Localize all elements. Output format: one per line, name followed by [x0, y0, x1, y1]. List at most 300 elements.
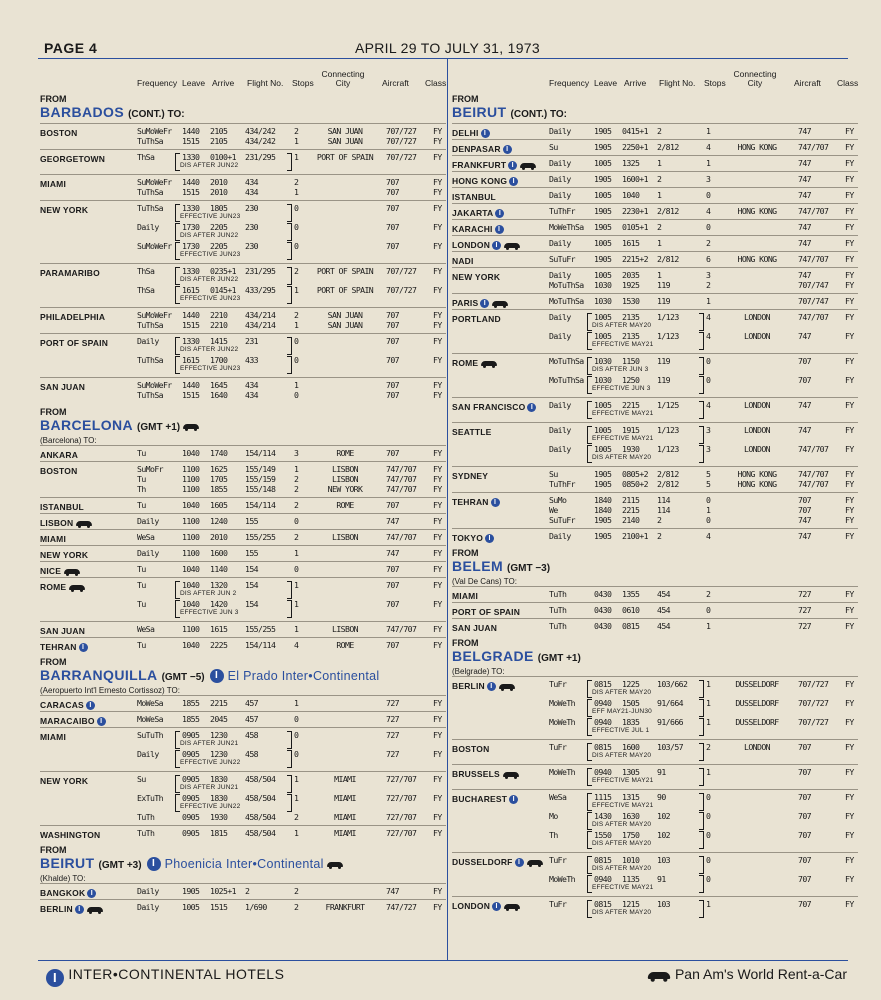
flight-row: [452, 742, 858, 752]
stops: 3: [706, 270, 711, 280]
arrive-time: 2205: [210, 222, 228, 232]
destination-block: [452, 466, 858, 492]
destination-label: MIAMI: [40, 534, 67, 544]
origin-airport: (Belgrade) TO:: [452, 667, 505, 676]
leave-time: 1100: [182, 484, 200, 494]
frequency: SuMoWeFr: [137, 310, 172, 320]
aircraft: 727: [386, 730, 399, 740]
destination-label: PHILADELPHIA: [40, 312, 106, 322]
flight-number: 103: [657, 899, 670, 909]
connecting-city: NEW YORK: [327, 484, 363, 494]
class: FY: [433, 828, 442, 838]
flight-row: [452, 767, 858, 777]
stops: 0: [294, 355, 299, 365]
aircraft: 707/727: [798, 717, 829, 727]
flight-number: 155/148: [245, 484, 276, 494]
origin-suffix: (GMT −3): [507, 563, 551, 574]
frequency: MoWeTh: [549, 874, 575, 884]
schedule-note: [452, 821, 858, 830]
intercontinental-icon: I: [481, 129, 490, 138]
class: FY: [433, 126, 442, 136]
class: FY: [433, 464, 442, 474]
note-text: DIS AFTER MAY20: [592, 689, 652, 696]
leave-time: 1100: [182, 548, 200, 558]
frequency: SuTuFr: [549, 515, 575, 525]
stops: 2: [294, 902, 299, 912]
intercontinental-icon: I: [487, 682, 496, 691]
connecting-city: LONDON: [744, 331, 770, 341]
stops: 3: [294, 448, 299, 458]
leave-time: 1030: [594, 375, 612, 385]
flight-row: [452, 296, 858, 306]
leave-time: 1330: [182, 152, 200, 162]
arrive-time: 0815: [622, 621, 640, 631]
schedule-note: [40, 609, 446, 618]
flight-number: 434: [245, 177, 258, 187]
class: FY: [845, 531, 854, 541]
class: FY: [433, 336, 442, 346]
leave-time: 1005: [594, 190, 612, 200]
connecting-city: SAN JUAN: [327, 126, 363, 136]
schedule-note: [452, 322, 858, 331]
flight-row: [40, 448, 446, 458]
stops: 0: [294, 730, 299, 740]
frequency: Daily: [549, 400, 571, 410]
intercontinental-icon: I: [75, 905, 84, 914]
leave-time: 1905: [594, 469, 612, 479]
arrive-time: 1225: [622, 679, 640, 689]
note-text: EFFECTIVE JUL 1: [592, 727, 650, 734]
stops: 0: [294, 749, 299, 759]
aircraft: 707: [386, 580, 399, 590]
car-icon: [648, 970, 670, 980]
flight-row: [40, 136, 446, 146]
aircraft: 727: [798, 589, 811, 599]
origin-suffix: (GMT −5): [161, 672, 205, 683]
class: FY: [433, 136, 442, 146]
aircraft: 707: [386, 187, 399, 197]
destination-block: [40, 263, 446, 307]
stops: 1: [294, 320, 299, 330]
flight-number: 434/242: [245, 126, 276, 136]
leave-time: 1905: [594, 515, 612, 525]
arrive-time: 1040: [622, 190, 640, 200]
class: FY: [433, 355, 442, 365]
leave-time: 1440: [182, 177, 200, 187]
arrive-time: 1355: [622, 589, 640, 599]
hotel-name: Phoenicia Inter•Continental: [164, 857, 324, 871]
leave-time: 0815: [594, 742, 612, 752]
aircraft: 707: [798, 899, 811, 909]
stops: 1: [294, 464, 299, 474]
arrive-time: 1740: [210, 448, 228, 458]
class: FY: [433, 310, 442, 320]
leave-time: 1905: [594, 531, 612, 541]
stops: 2: [706, 238, 711, 248]
arrive-time: 1140: [210, 564, 228, 574]
arrive-time: 1615: [210, 624, 228, 634]
origin-suffix: (GMT +1): [537, 653, 581, 664]
aircraft: 747: [798, 126, 811, 136]
leave-time: 0905: [182, 730, 200, 740]
arrive-time: 1600: [622, 742, 640, 752]
stops: 1: [294, 698, 299, 708]
leave-time: 1005: [594, 312, 612, 322]
class: FY: [845, 698, 854, 708]
arrive-time: 1835: [622, 717, 640, 727]
class: FY: [845, 874, 854, 884]
leave-time: 0430: [594, 605, 612, 615]
flight-row: [452, 515, 858, 525]
frequency: SuTuTh: [137, 730, 163, 740]
aircraft: 707: [386, 320, 399, 330]
class: FY: [845, 126, 854, 136]
note-text: DIS AFTER JUN22: [180, 162, 239, 169]
origin-section: [40, 845, 446, 915]
frequency: MoWeSa: [137, 714, 163, 724]
frequency: Su: [137, 774, 146, 784]
flight-row: [40, 640, 446, 650]
leave-time: 0815: [594, 899, 612, 909]
connecting-city: PORT OF SPAIN: [316, 285, 374, 295]
note-text: EFFECTIVE JUN23: [180, 213, 241, 220]
top-rule: [38, 58, 848, 59]
hotel-name: El Prado Inter•Continental: [227, 669, 380, 683]
stops: 0: [294, 390, 299, 400]
connecting-city: LONDON: [744, 400, 770, 410]
class: FY: [433, 203, 442, 213]
stops: 0: [294, 203, 299, 213]
destination-block: [40, 899, 446, 915]
destination-block: [452, 896, 858, 921]
destination-block: [452, 219, 858, 235]
stops: 1: [706, 679, 711, 689]
flight-number: 155/149: [245, 464, 276, 474]
leave-time: 1905: [594, 222, 612, 232]
stops: 4: [706, 206, 711, 216]
flight-row: [40, 698, 446, 708]
leave-time: 1005: [594, 238, 612, 248]
destination-block: [452, 492, 858, 528]
origin-section: [40, 94, 446, 403]
class: FY: [433, 730, 442, 740]
leave-time: 0940: [594, 767, 612, 777]
leave-time: 0430: [594, 621, 612, 631]
footer-car-label: Pan Am's World Rent-a-Car: [674, 966, 847, 982]
aircraft: 727/707: [386, 793, 417, 803]
flight-number: 155: [245, 548, 258, 558]
origin-section: [40, 407, 446, 653]
frequency: TuThSa: [137, 390, 163, 400]
destination-block: [452, 422, 858, 466]
note-text: DIS AFTER MAY20: [592, 840, 652, 847]
flight-row: [40, 177, 446, 187]
destination-label: SAN FRANCISCO: [452, 402, 526, 412]
aircraft: 747/707: [386, 464, 417, 474]
flight-row: [452, 375, 858, 385]
leave-time: 1330: [182, 203, 200, 213]
leave-time: 1905: [594, 206, 612, 216]
class: FY: [845, 158, 854, 168]
aircraft: 707/727: [386, 126, 417, 136]
note-text: EFFECTIVE JUN23: [180, 295, 241, 302]
class: FY: [433, 474, 442, 484]
stops: 1: [294, 774, 299, 784]
stops: 1: [706, 899, 711, 909]
class: FY: [845, 254, 854, 264]
leave-time: 1100: [182, 474, 200, 484]
class: FY: [433, 484, 442, 494]
destination-block: [40, 621, 446, 637]
leave-time: 1615: [182, 355, 200, 365]
flight-number: 2/812: [657, 254, 679, 264]
connecting-city: MIAMI: [334, 774, 356, 784]
flight-row: [452, 479, 858, 489]
note-text: EFFECTIVE JUN22: [180, 803, 241, 810]
arrive-time: 1150: [622, 356, 640, 366]
destination-block: [40, 545, 446, 561]
flight-row: [40, 355, 446, 365]
class: FY: [433, 266, 442, 276]
leave-time: 1905: [594, 142, 612, 152]
destination-block: [452, 602, 858, 618]
intercontinental-icon: I: [485, 534, 494, 543]
stops: 4: [294, 640, 299, 650]
aircraft: 747: [798, 331, 811, 341]
leave-time: 1040: [182, 564, 200, 574]
note-text: DIS AFTER JUN22: [180, 232, 239, 239]
flight-row: [40, 624, 446, 634]
arrive-time: 1230: [210, 749, 228, 759]
frequency: SuMoWeFr: [137, 241, 172, 251]
connecting-city: HONG KONG: [737, 469, 777, 479]
connecting-city: FRANKFURT: [325, 902, 365, 912]
aircraft: 747/707: [798, 142, 829, 152]
origin-name: BARRANQUILLA: [40, 667, 158, 683]
flight-number: 231: [245, 336, 258, 346]
connecting-city: HONG KONG: [737, 479, 777, 489]
destination-block: [452, 235, 858, 251]
class: FY: [433, 390, 442, 400]
class: FY: [845, 717, 854, 727]
leave-time: 1005: [594, 158, 612, 168]
destination-label: WASHINGTON: [40, 830, 101, 840]
origin-title: [452, 104, 858, 123]
connecting-city: LISBON: [332, 464, 358, 474]
flight-row: [452, 444, 858, 454]
origin-section: [40, 657, 446, 841]
frequency: ThSa: [137, 285, 155, 295]
destination-label: NEW YORK: [452, 272, 501, 282]
destination-block: [452, 353, 858, 397]
from-label: FROM: [40, 94, 67, 104]
destination-label: TOKYO: [452, 533, 484, 543]
class: FY: [433, 177, 442, 187]
aircraft: 747: [798, 515, 811, 525]
leave-time: 1030: [594, 356, 612, 366]
connecting-city: LONDON: [744, 742, 770, 752]
frequency: Tu: [137, 640, 146, 650]
frequency: Tu: [137, 580, 146, 590]
flight-row: [40, 320, 446, 330]
arrive-time: 2010: [210, 177, 228, 187]
arrive-time: 2105: [210, 126, 228, 136]
destination-label: SAN JUAN: [452, 623, 498, 633]
leave-time: 1905: [594, 174, 612, 184]
destination-block: [40, 771, 446, 825]
stops: 2: [294, 500, 299, 510]
aircraft: 707: [386, 564, 399, 574]
leave-time: 1855: [182, 714, 200, 724]
schedule-note: [452, 727, 858, 736]
intercontinental-icon: I: [491, 498, 500, 507]
frequency: Daily: [549, 331, 571, 341]
class: FY: [845, 312, 854, 322]
class: FY: [845, 605, 854, 615]
arrive-time: 1135: [622, 874, 640, 884]
aircraft: 707: [386, 380, 399, 390]
destination-block: [40, 727, 446, 771]
flight-number: 91/666: [657, 717, 683, 727]
stops: 1: [294, 599, 299, 609]
aircraft: 707: [386, 222, 399, 232]
flight-number: 114: [657, 495, 670, 505]
stops: 5: [706, 469, 711, 479]
flight-row: [40, 464, 446, 474]
flight-row: [40, 902, 446, 912]
destination-block: [452, 123, 858, 139]
flight-row: [452, 495, 858, 505]
destination-label: PORT OF SPAIN: [40, 338, 109, 348]
header-arrive: Arrive: [212, 78, 235, 88]
arrive-time: 1320: [210, 580, 228, 590]
frequency: Daily: [137, 548, 159, 558]
destination-block: [452, 251, 858, 267]
leave-time: 1100: [182, 624, 200, 634]
flight-row: [40, 886, 446, 896]
class: FY: [845, 679, 854, 689]
leave-time: 1515: [182, 390, 200, 400]
arrive-time: 1630: [622, 811, 640, 821]
leave-time: 1330: [182, 266, 200, 276]
frequency: MoTuThSa: [549, 375, 584, 385]
page-header: [0, 40, 881, 60]
connecting-city: MIAMI: [334, 793, 356, 803]
frequency: Daily: [549, 425, 571, 435]
arrive-time: 1215: [622, 899, 640, 909]
intercontinental-icon: I: [509, 177, 518, 186]
column-divider: [447, 58, 448, 960]
frequency: Tu: [137, 500, 146, 510]
aircraft: 707/747: [798, 280, 829, 290]
from-label: FROM: [452, 94, 479, 104]
flight-number: 103: [657, 855, 670, 865]
aircraft: 707: [798, 375, 811, 385]
connecting-city: DUSSELDORF: [735, 717, 779, 727]
connecting-city: LISBON: [332, 532, 358, 542]
destination-block: [40, 149, 446, 174]
aircraft: 727: [386, 698, 399, 708]
aircraft: 747: [386, 548, 399, 558]
arrive-time: 1830: [210, 774, 228, 784]
class: FY: [845, 589, 854, 599]
destination-block: [40, 497, 446, 513]
flight-row: [452, 425, 858, 435]
flight-row: [40, 203, 446, 213]
flight-row: [452, 331, 858, 341]
aircraft: 707: [798, 742, 811, 752]
origin-section: [452, 548, 858, 634]
flight-row: [40, 266, 446, 276]
class: FY: [433, 516, 442, 526]
flight-row: [452, 270, 858, 280]
connecting-city: HONG KONG: [737, 142, 777, 152]
flight-row: [452, 830, 858, 840]
arrive-time: 1930: [622, 444, 640, 454]
header-stops: Stops: [292, 78, 314, 88]
aircraft: 707: [798, 792, 811, 802]
flight-number: 102: [657, 830, 670, 840]
frequency: Daily: [549, 270, 571, 280]
flight-row: [452, 621, 858, 631]
flight-number: 154/114: [245, 640, 276, 650]
flight-number: 434/242: [245, 136, 276, 146]
flight-row: [452, 589, 858, 599]
intercontinental-icon: I: [492, 241, 501, 250]
arrive-time: 1025+1: [210, 886, 236, 896]
class: FY: [433, 564, 442, 574]
aircraft: 747/707: [798, 469, 829, 479]
destination-block: [40, 825, 446, 841]
destination-block: [40, 307, 446, 333]
arrive-time: 1625: [210, 464, 228, 474]
intercontinental-icon: I: [147, 857, 161, 871]
leave-time: 1100: [182, 464, 200, 474]
destination-block: [40, 333, 446, 377]
aircraft: 707/727: [386, 266, 417, 276]
from-label: FROM: [452, 548, 479, 558]
arrive-time: 2250+1: [622, 142, 648, 152]
leave-time: 1730: [182, 241, 200, 251]
arrive-time: 2140: [622, 515, 640, 525]
frequency: Daily: [137, 749, 159, 759]
frequency: Daily: [549, 238, 571, 248]
destination-label: NEW YORK: [40, 550, 89, 560]
stops: 2: [294, 266, 299, 276]
arrive-time: 1415: [210, 336, 228, 346]
leave-time: 1515: [182, 136, 200, 146]
aircraft: 747/707: [386, 474, 417, 484]
flight-number: 1/125: [657, 400, 679, 410]
frequency: Mo: [549, 811, 558, 821]
flight-number: 454: [657, 605, 670, 615]
frequency: TuTh: [549, 589, 567, 599]
intercontinental-icon: I: [210, 669, 224, 683]
flight-row: [40, 336, 446, 346]
destination-block: [40, 561, 446, 577]
frequency: We: [549, 505, 558, 515]
car-icon: [183, 423, 199, 430]
destination-block: [452, 676, 858, 739]
header-flight: Flight No.: [247, 78, 284, 88]
frequency: MoWeTh: [549, 717, 575, 727]
note-text: EFFECTIVE MAY21: [592, 777, 654, 784]
flight-row: [40, 152, 446, 162]
arrive-time: 1805: [210, 203, 228, 213]
arrive-time: 2215: [622, 400, 640, 410]
frequency: SuMoWeFr: [137, 126, 172, 136]
destination-block: [40, 637, 446, 653]
